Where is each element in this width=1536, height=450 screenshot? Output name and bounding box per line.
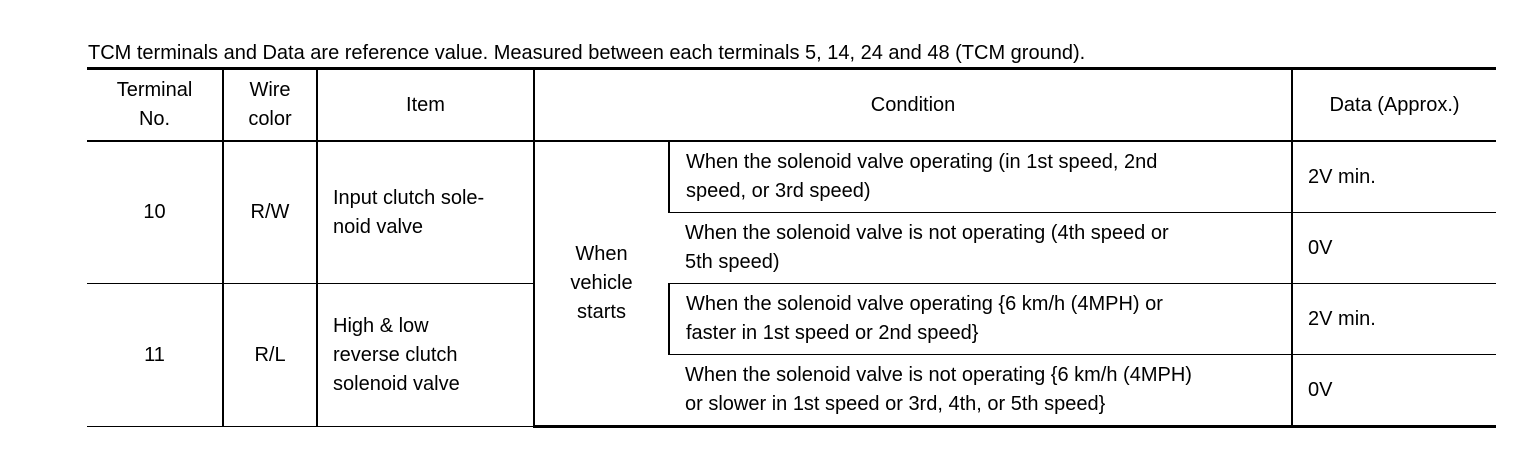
wire-color-cell: R/L [223,284,317,427]
terminal-no-cell: 10 [87,141,223,284]
condition-cell [669,213,1292,284]
header-condition: Condition [534,69,1292,142]
condition-line: When the solenoid valve operating (in 1st speed, 2nd [686,151,1158,173]
header-wire-line1: Wire [249,79,291,101]
wire-color-cell: R/W [223,141,317,284]
condition-line: 5th speed) [685,251,780,273]
condition-cell [669,355,1292,427]
when-line: When [575,243,628,265]
data-value-cell: 0V [1292,213,1496,284]
data-value-cell: 2V min. [1292,141,1496,213]
header-terminal-no [87,69,223,142]
data-value-cell: 0V [1292,355,1496,427]
header-row [87,69,1496,142]
item-line: solenoid valve [333,372,460,395]
when-line: vehicle [570,272,633,294]
condition-cell [669,284,1292,355]
item-line: noid valve [333,215,424,238]
header-item: Item [317,69,534,142]
condition-line: speed, or 3rd speed) [686,180,871,202]
table-caption: TCM terminals and Data are reference value. Measured between each terminals 5, 14, 24 and 48 (TCM ground). [88,42,1086,64]
when-vehicle-starts-cell [534,141,669,427]
item-cell [317,141,534,284]
data-value-cell: 2V min. [1292,284,1496,355]
header-data: Data (Approx.) [1292,69,1496,142]
item-line: Input clutch sole- [333,186,485,209]
condition-cell [669,141,1292,213]
header-wire-line2: color [248,108,292,130]
header-terminal-line2: No. [138,108,171,130]
item-line: reverse clutch [333,343,458,366]
header-wire-color [223,69,317,142]
terminal-no-cell: 11 [87,284,223,427]
table-row [87,284,1496,355]
item-line: High & low [333,314,429,337]
item-cell [317,284,534,427]
condition-line: When the solenoid valve operating {6 km/h (4MPH) or [686,293,1163,315]
header-terminal-line1: Terminal [116,79,193,101]
tcm-terminal-table [87,67,1496,428]
condition-line: When the solenoid valve is not operating {6 km/h (4MPH) [685,364,1192,386]
table-row [87,141,1496,213]
condition-line: faster in 1st speed or 2nd speed} [686,322,979,344]
condition-line: or slower in 1st speed or 3rd, 4th, or 5th speed} [685,393,1106,415]
when-line: starts [577,301,626,323]
condition-line: When the solenoid valve is not operating (4th speed or [685,222,1169,244]
